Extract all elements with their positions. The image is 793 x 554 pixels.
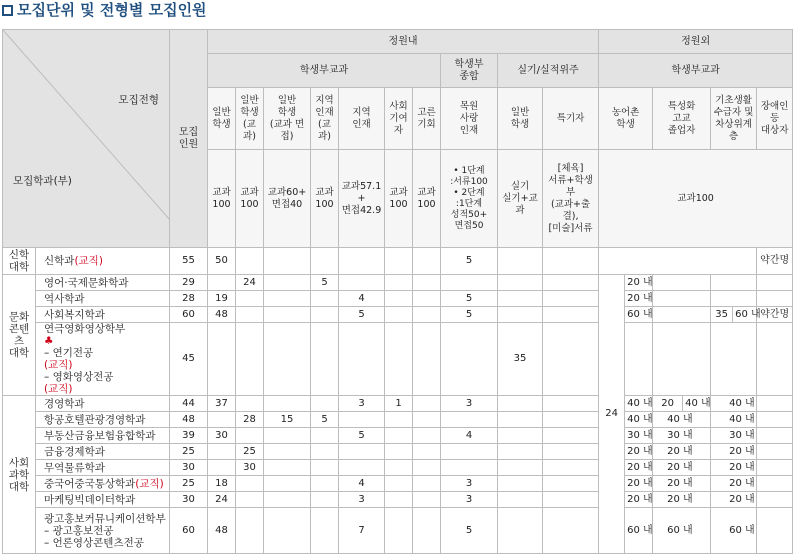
cell xyxy=(264,428,311,444)
criteria-9: 실기 실기+교과 xyxy=(498,150,543,248)
cell xyxy=(208,444,236,460)
practical-header: 실기/실적위주 xyxy=(498,54,599,88)
cell xyxy=(498,444,543,460)
cell xyxy=(264,248,311,275)
cell: 3 xyxy=(339,396,385,412)
rural-merged-cell: 24 xyxy=(599,275,625,554)
cell xyxy=(441,323,498,396)
cell xyxy=(311,460,339,476)
col-name-2: 일반 학생 (교과) xyxy=(236,88,264,150)
cell xyxy=(543,428,599,444)
cell: 37 xyxy=(208,396,236,412)
cell xyxy=(339,248,385,275)
cell xyxy=(543,508,599,554)
quota-cell: 60 xyxy=(170,508,208,554)
cell xyxy=(311,291,339,307)
cell xyxy=(236,508,264,554)
cell: 48 xyxy=(208,307,236,323)
cell xyxy=(498,492,543,508)
quota-cell: 28 xyxy=(170,291,208,307)
college-culture: 문화 콘텐츠 대학 xyxy=(3,275,36,396)
cell xyxy=(311,444,339,460)
out-student-record-subject-header: 학생부교과 xyxy=(599,54,793,88)
cell xyxy=(543,492,599,508)
cell: 24 xyxy=(236,275,264,291)
cell: 4 xyxy=(339,291,385,307)
cell: 5 xyxy=(311,412,339,428)
cell xyxy=(264,460,311,476)
cell xyxy=(264,476,311,492)
page-title xyxy=(2,0,207,22)
corner-bottom-label: 모집학과(부) xyxy=(13,175,72,187)
col-name-5: 지역 인재 xyxy=(339,88,385,150)
cell: 5 xyxy=(311,275,339,291)
cell xyxy=(264,291,311,307)
col-name-10: 특기자 xyxy=(543,88,599,150)
table-row-dept: 사회복지학과 xyxy=(36,307,170,323)
cell xyxy=(385,508,413,554)
cell xyxy=(236,492,264,508)
criteria-3: 교과60+ 면접40 xyxy=(264,150,311,248)
col-name-9: 일반 학생 xyxy=(498,88,543,150)
cell xyxy=(236,428,264,444)
cell: 약간명 xyxy=(757,307,793,323)
cell: 40 내 xyxy=(711,412,757,428)
cell xyxy=(498,307,543,323)
cell xyxy=(339,444,385,460)
cell xyxy=(385,307,413,323)
cell xyxy=(757,492,793,508)
cell xyxy=(264,275,311,291)
cell xyxy=(385,460,413,476)
cell xyxy=(385,412,413,428)
cell xyxy=(311,492,339,508)
cell xyxy=(264,492,311,508)
cell xyxy=(208,275,236,291)
cell xyxy=(757,275,793,291)
cell: 18 xyxy=(208,476,236,492)
cell xyxy=(441,444,498,460)
cell xyxy=(413,412,441,428)
cell xyxy=(413,476,441,492)
cell xyxy=(413,307,441,323)
cell: 40 내 xyxy=(625,396,653,412)
table-row-dept: 무역물류학과 xyxy=(36,460,170,476)
cell: 35 xyxy=(498,323,543,396)
cell: 20 내 xyxy=(625,444,653,460)
cell: 20 내 xyxy=(625,476,653,492)
cell: 5 xyxy=(339,428,385,444)
cell xyxy=(208,460,236,476)
cell: 60 내 xyxy=(733,307,757,323)
cell xyxy=(498,248,543,275)
cell xyxy=(413,444,441,460)
table-row-dept: 신학과(교직) xyxy=(36,248,170,275)
cell xyxy=(413,291,441,307)
cell: 24 xyxy=(208,492,236,508)
cell xyxy=(757,508,793,554)
cell xyxy=(413,428,441,444)
cell xyxy=(385,291,413,307)
cell xyxy=(236,291,264,307)
cell xyxy=(413,248,441,275)
cell xyxy=(236,248,264,275)
club-icon: ♣ xyxy=(44,335,54,347)
table-row-dept: 마케팅빅데이터학과 xyxy=(36,492,170,508)
cell: 40 내 xyxy=(683,396,711,412)
quota-cell: 25 xyxy=(170,444,208,460)
cell xyxy=(264,396,311,412)
cell xyxy=(757,476,793,492)
cell xyxy=(413,492,441,508)
cell xyxy=(264,307,311,323)
cell xyxy=(653,307,711,323)
cell xyxy=(385,248,413,275)
cell xyxy=(311,307,339,323)
cell: 60 내 xyxy=(711,508,757,554)
cell xyxy=(757,428,793,444)
table-row-dept: 금융경제학과 xyxy=(36,444,170,460)
cell xyxy=(543,307,599,323)
cell xyxy=(653,291,711,307)
quota-cell: 44 xyxy=(170,396,208,412)
col-name-11: 농어촌 학생 xyxy=(599,88,653,150)
col-name-14: 장애인등 대상자 xyxy=(757,88,793,150)
cell xyxy=(498,396,543,412)
cell: 4 xyxy=(339,476,385,492)
cell xyxy=(543,248,599,275)
col-name-8: 목원 사랑 인재 xyxy=(441,88,498,150)
cell xyxy=(385,492,413,508)
cell xyxy=(757,291,793,307)
college-social: 사회 과학 대학 xyxy=(3,396,36,554)
cell xyxy=(441,460,498,476)
cell: 40 내 xyxy=(625,412,653,428)
cell: 40 내 xyxy=(711,396,757,412)
cell xyxy=(311,396,339,412)
cell xyxy=(413,508,441,554)
cell: 20 내 xyxy=(653,492,711,508)
cell xyxy=(543,396,599,412)
cell xyxy=(543,476,599,492)
cell: 20 내 xyxy=(625,275,653,291)
cell xyxy=(339,323,385,396)
cell xyxy=(236,307,264,323)
cell: 25 xyxy=(236,444,264,460)
cell xyxy=(311,248,339,275)
cell xyxy=(498,412,543,428)
quota-cell: 39 xyxy=(170,428,208,444)
student-record-subject-header: 학생부교과 xyxy=(208,54,441,88)
cell xyxy=(498,275,543,291)
cell xyxy=(757,444,793,460)
cell xyxy=(311,476,339,492)
cell xyxy=(339,275,385,291)
table-row-dept: 중국어중국통상학과(교직) xyxy=(36,476,170,492)
col-name-1: 일반 학생 xyxy=(208,88,236,150)
cell: 60 내 xyxy=(625,508,653,554)
criteria-5: 교과57.1 + 면접42.9 xyxy=(339,150,385,248)
col-name-12: 특성화 고교 졸업자 xyxy=(653,88,711,150)
cell: 1 xyxy=(385,396,413,412)
col-name-4: 지역 인재 (교과) xyxy=(311,88,339,150)
table-row-dept: 부동산금융보험융합학과 xyxy=(36,428,170,444)
cell xyxy=(236,476,264,492)
cell xyxy=(413,396,441,412)
col-name-7: 고른 기회 xyxy=(413,88,441,150)
cell xyxy=(339,460,385,476)
cell xyxy=(413,460,441,476)
cell: 20 내 xyxy=(625,460,653,476)
cell: 30 xyxy=(236,460,264,476)
cell: 20 내 xyxy=(711,444,757,460)
criteria-1: 교과 100 xyxy=(208,150,236,248)
cell xyxy=(653,323,711,396)
cell xyxy=(311,428,339,444)
cell xyxy=(543,460,599,476)
cell xyxy=(385,428,413,444)
cell: 60 내 xyxy=(625,307,653,323)
criteria-7: 교과 100 xyxy=(413,150,441,248)
out-criteria: 교과100 xyxy=(599,150,793,248)
criteria-8: • 1단계 :서류100 • 2단계 :1단계 성적50+ 면접50 xyxy=(441,150,498,248)
cell: 30 xyxy=(208,428,236,444)
table-row-dept: 항공호텔관광경영학과 xyxy=(36,412,170,428)
cell xyxy=(543,275,599,291)
cell xyxy=(757,412,793,428)
cell: 20 내 xyxy=(625,492,653,508)
in-quota-header: 정원내 xyxy=(208,30,599,54)
cell: 40 내 xyxy=(653,412,711,428)
cell xyxy=(543,444,599,460)
table-row-dept: 연극영화영상학부 ♣ – 연기전공 (교직) – 영화영상전공 (교직) xyxy=(36,323,170,396)
criteria-4: 교과 100 xyxy=(311,150,339,248)
cell: 28 xyxy=(236,412,264,428)
quota-cell: 45 xyxy=(170,323,208,396)
cell xyxy=(311,323,339,396)
col-name-6: 사회 기여자 xyxy=(385,88,413,150)
cell: 20 내 xyxy=(711,476,757,492)
cell: 20 내 xyxy=(653,460,711,476)
cell: 20 내 xyxy=(711,492,757,508)
quota-cell: 60 xyxy=(170,307,208,323)
cell xyxy=(385,476,413,492)
corner-header xyxy=(3,30,170,248)
cell: 60 내 xyxy=(653,508,711,554)
table-row-dept: 역사학과 xyxy=(36,291,170,307)
cell xyxy=(711,291,757,307)
table-row-dept: 광고홍보커뮤니케이션학부 – 광고홍보전공 – 언론영상콘텐츠전공 xyxy=(36,508,170,554)
table-row-dept: 영어·국제문화학과 xyxy=(36,275,170,291)
cell: 20 xyxy=(653,396,683,412)
quota-cell: 25 xyxy=(170,476,208,492)
cell xyxy=(757,396,793,412)
cell xyxy=(311,508,339,554)
cell xyxy=(498,508,543,554)
cell xyxy=(264,508,311,554)
quota-cell: 29 xyxy=(170,275,208,291)
cell: 3 xyxy=(339,492,385,508)
quota-cell: 30 xyxy=(170,492,208,508)
cell xyxy=(498,460,543,476)
cell xyxy=(236,323,264,396)
cell: 3 xyxy=(441,492,498,508)
cell xyxy=(441,412,498,428)
cell xyxy=(264,444,311,460)
quota-cell: 48 xyxy=(170,412,208,428)
college-theology: 신학 대학 xyxy=(3,248,36,275)
cell xyxy=(543,291,599,307)
admission-table xyxy=(2,29,793,554)
cell xyxy=(413,275,441,291)
cell: 20 내 xyxy=(711,460,757,476)
cell xyxy=(339,412,385,428)
quota-header: 모집 인원 xyxy=(170,30,208,248)
cell: 35 xyxy=(711,307,733,323)
cell: 7 xyxy=(339,508,385,554)
cell xyxy=(264,323,311,396)
cell xyxy=(498,428,543,444)
cell: 5 xyxy=(339,307,385,323)
quota-cell: 55 xyxy=(170,248,208,275)
cell xyxy=(385,323,413,396)
diagonal-line xyxy=(3,30,170,220)
page-title-text: 모집단위 및 전형별 모집인원 xyxy=(17,1,207,19)
cell xyxy=(711,275,757,291)
cell xyxy=(385,275,413,291)
col-name-13: 기초생활 수급자 및 차상위계층 xyxy=(711,88,757,150)
cell: 20 내 xyxy=(625,291,653,307)
cell: 5 xyxy=(441,508,498,554)
quota-cell: 30 xyxy=(170,460,208,476)
cell: 50 xyxy=(208,248,236,275)
cell xyxy=(599,248,757,275)
criteria-6: 교과 100 xyxy=(385,150,413,248)
square-bullet-icon xyxy=(2,5,13,16)
cell xyxy=(543,412,599,428)
cell: 4 xyxy=(441,428,498,444)
cell: 30 내 xyxy=(625,428,653,444)
cell xyxy=(236,396,264,412)
cell: 20 내 xyxy=(653,476,711,492)
cell: 3 xyxy=(441,396,498,412)
cell xyxy=(498,291,543,307)
col-name-3: 일반 학생 (교과 면접) xyxy=(264,88,311,150)
cell xyxy=(757,323,793,396)
cell: 15 xyxy=(264,412,311,428)
cell: 5 xyxy=(441,307,498,323)
cell: 19 xyxy=(208,291,236,307)
cell xyxy=(498,476,543,492)
corner-top-label: 모집전형 xyxy=(118,94,159,106)
cell: 약간명 xyxy=(757,248,793,275)
cell xyxy=(385,444,413,460)
cell xyxy=(543,323,599,396)
student-record-comprehensive-header: 학생부 종합 xyxy=(441,54,498,88)
table-row-dept: 경영학과 xyxy=(36,396,170,412)
cell xyxy=(757,460,793,476)
cell xyxy=(413,323,441,396)
cell xyxy=(208,412,236,428)
cell xyxy=(441,275,498,291)
cell xyxy=(625,323,653,396)
cell: 5 xyxy=(441,248,498,275)
cell xyxy=(653,275,711,291)
cell: 30 내 xyxy=(711,428,757,444)
cell xyxy=(208,323,236,396)
cell xyxy=(711,323,757,396)
cell: 3 xyxy=(441,476,498,492)
criteria-10: [체육] 서류+학생부 (교과+출결), [미술]서류 xyxy=(543,150,599,248)
cell: 20 내 xyxy=(653,444,711,460)
criteria-2: 교과 100 xyxy=(236,150,264,248)
cell: 5 xyxy=(441,291,498,307)
cell: 48 xyxy=(208,508,236,554)
out-quota-header: 정원외 xyxy=(599,30,793,54)
cell: 30 내 xyxy=(653,428,711,444)
